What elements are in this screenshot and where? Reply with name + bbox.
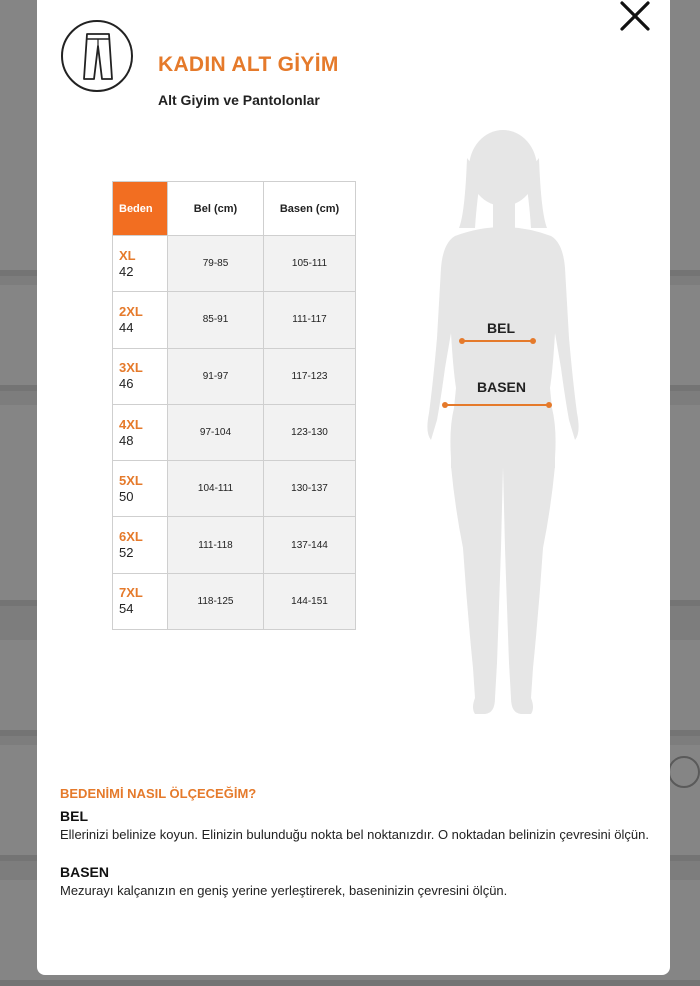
size-cell: [113, 573, 168, 629]
table-row: [113, 517, 356, 573]
basen-measure-line: [445, 404, 549, 406]
bel-cell: 97-104: [168, 404, 264, 460]
basen-cell: 144-151: [264, 573, 356, 629]
basen-heading: BASEN: [60, 864, 110, 880]
size-cell: [113, 517, 168, 573]
bel-description: Ellerinizi belinize koyun. Elinizin bulunduğu nokta bel noktanızdır. O noktadan belinizin çevresini ölçün.: [60, 827, 649, 842]
basen-cell: 130-137: [264, 461, 356, 517]
table-header-row: [113, 182, 356, 236]
body-silhouette: [415, 128, 595, 728]
size-cell: [113, 236, 168, 292]
howto-title: BEDENİMİ NASIL ÖLÇECEĞİM?: [60, 786, 257, 801]
bel-cell: 118-125: [168, 573, 264, 629]
size-number: 50: [119, 488, 134, 504]
size-table: [112, 181, 356, 630]
size-number: 44: [119, 319, 134, 335]
bel-cell: 104-111: [168, 461, 264, 517]
size-number: 54: [119, 601, 134, 617]
bel-heading: BEL: [60, 808, 88, 824]
size-cell: [113, 348, 168, 404]
header-beden: Beden: [113, 182, 168, 236]
pants-icon: [81, 32, 115, 82]
size-number: 42: [119, 263, 134, 279]
basen-cell: 111-117: [264, 292, 356, 348]
modal-subtitle: Alt Giyim ve Pantolonlar: [158, 92, 320, 108]
table-row: [113, 348, 356, 404]
background-camera-icon: [668, 756, 700, 788]
size-code: 7XL: [119, 585, 143, 601]
basen-description: Mezurayı kalçanızın en geniş yerine yerleştirerek, baseninizin çevresini ölçün.: [60, 883, 508, 898]
bel-label: BEL: [487, 320, 515, 336]
table-row: [113, 573, 356, 629]
table-row: [113, 461, 356, 517]
pants-badge: [61, 20, 133, 92]
size-code: 3XL: [119, 360, 143, 376]
size-cell: [113, 292, 168, 348]
close-button[interactable]: [617, 0, 655, 34]
size-cell: [113, 461, 168, 517]
size-code: 4XL: [119, 416, 143, 432]
bel-cell: 79-85: [168, 236, 264, 292]
basen-cell: 105-111: [264, 236, 356, 292]
size-number: 52: [119, 545, 134, 561]
size-cell: [113, 404, 168, 460]
size-number: 46: [119, 376, 134, 392]
table-row: [113, 292, 356, 348]
basen-label: BASEN: [477, 379, 527, 395]
table-row: [113, 404, 356, 460]
modal-title: KADIN ALT GİYİM: [158, 53, 339, 76]
bel-cell: 85-91: [168, 292, 264, 348]
basen-cell: 117-123: [264, 348, 356, 404]
size-code: 6XL: [119, 529, 143, 545]
bel-cell: 111-118: [168, 517, 264, 573]
size-number: 48: [119, 432, 134, 448]
bel-cell: 91-97: [168, 348, 264, 404]
size-code: 5XL: [119, 472, 143, 488]
size-guide-modal: [37, 0, 670, 975]
header-basen: Basen (cm): [264, 182, 356, 236]
bel-measure-line: [462, 340, 533, 342]
basen-cell: 137-144: [264, 517, 356, 573]
header-bel: Bel (cm): [168, 182, 264, 236]
size-code: 2XL: [119, 303, 143, 319]
basen-cell: 123-130: [264, 404, 356, 460]
table-row: [113, 236, 356, 292]
size-code: XL: [119, 247, 136, 263]
close-icon: [617, 0, 655, 34]
